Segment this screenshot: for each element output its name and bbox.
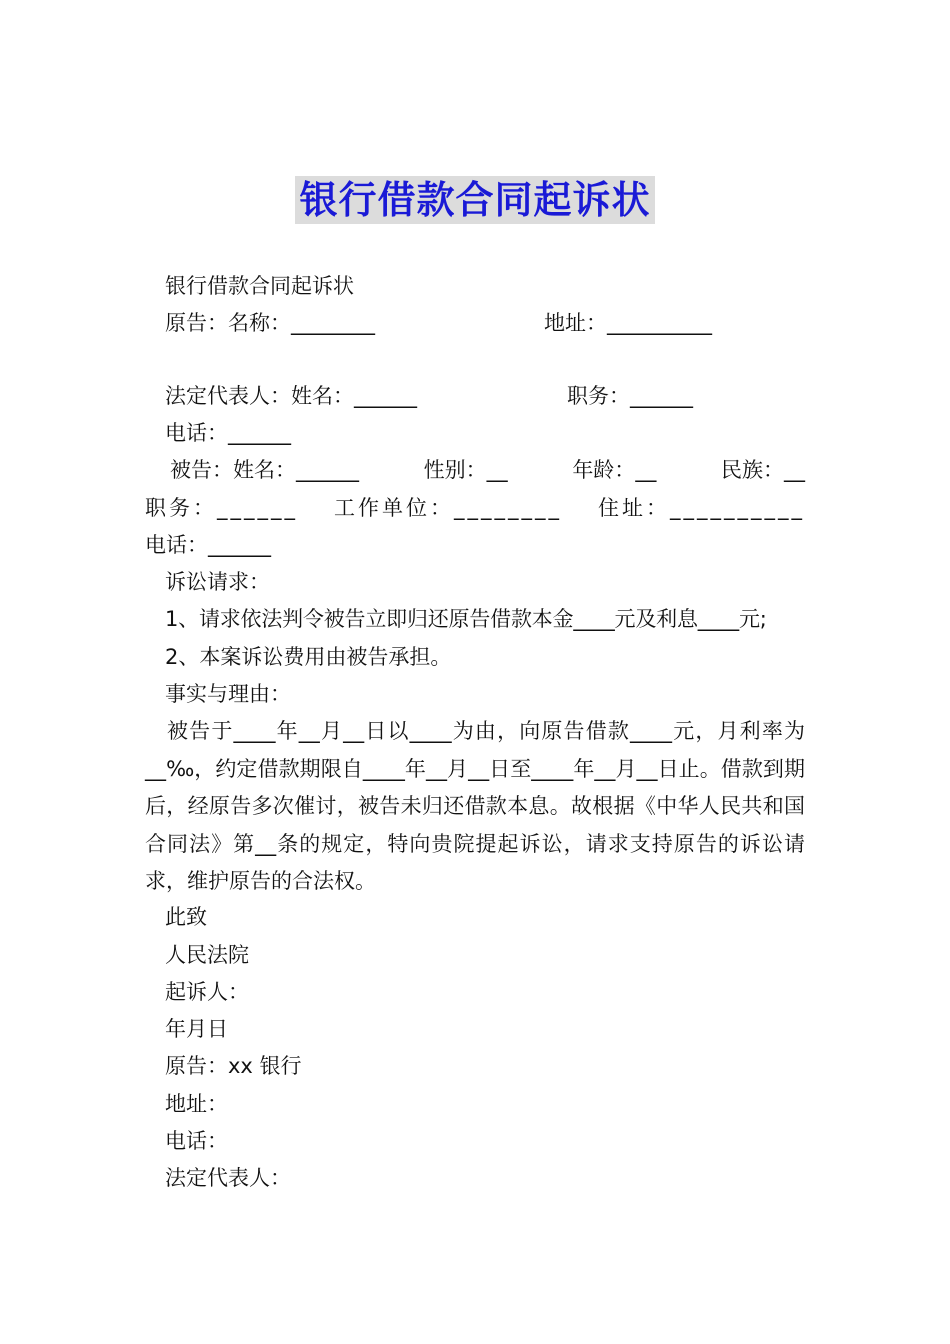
claim-item-1: 1、请求依法判令被告立即归还原告借款本金____元及利息____元; (165, 607, 767, 631)
defendant-position-blank: ______ (217, 496, 298, 520)
phone-label-1: 电话： (165, 421, 228, 445)
defendant-residence-label: 住址： (598, 496, 670, 520)
facts-heading: 事实与理由： (165, 682, 291, 706)
defendant-work-blank: ________ (454, 496, 562, 520)
plaintiff-address-line (544, 308, 712, 338)
defendant-name-group (170, 455, 359, 485)
closing-plaintiff-bank: 原告：xx 银行 (165, 1054, 302, 1078)
legal-rep-line (165, 381, 417, 411)
defendant-name-label: 被告：姓名： (170, 458, 296, 482)
defendant-job-line (145, 493, 805, 523)
defendant-position-group (145, 493, 298, 523)
closing-legal-rep: 法定代表人： (165, 1166, 291, 1190)
defendant-name-blank: ______ (296, 458, 359, 482)
closing-date: 年月日 (165, 1017, 228, 1041)
legal-rep-position-label: 职务： (567, 384, 630, 408)
phone-line-1 (165, 418, 291, 448)
facts-body: 被告于____年__月__日以____为由，向原告借款____元，月利率为__‰，约定借款期限自____年__月__日至____年__月__日止。借款到期后，经原告多次催讨，被告未归还借款本息。故根据《中华人民共和国合同法》第__条的规定，特向贵院提起诉讼，请求支持原告的诉讼请求，维护原告的合法权。 (145, 719, 805, 893)
defendant-ethnicity-blank: __ (783, 458, 805, 482)
closing-plaintiff-sign: 起诉人： (165, 980, 249, 1004)
plaintiff-name-blank: ________ (291, 311, 375, 335)
legal-rep-position-line (567, 381, 693, 411)
plaintiff-name-label: 原告：名称： (165, 311, 291, 335)
closing-court: 人民法院 (165, 943, 249, 967)
defendant-work-label: 工作单位： (334, 496, 454, 520)
closing-address: 地址： (165, 1092, 228, 1116)
title-container (0, 176, 950, 224)
phone-label-2: 电话： (145, 533, 208, 557)
plaintiff-name-line (165, 308, 375, 338)
defendant-residence-blank: __________ (670, 496, 805, 520)
closing-phone: 电话： (165, 1129, 228, 1153)
defendant-residence-group (598, 493, 805, 523)
defendant-age-label: 年龄： (572, 458, 636, 482)
defendant-gender-group (424, 455, 508, 485)
defendant-age-group (572, 455, 656, 485)
legal-rep-position-blank: ______ (630, 384, 693, 408)
legal-rep-blank: ______ (354, 384, 417, 408)
defendant-gender-blank: __ (486, 458, 508, 482)
defendant-gender-label: 性别： (423, 458, 487, 482)
defendant-ethnicity-label: 民族： (720, 458, 784, 482)
phone-blank-1: ______ (228, 421, 291, 445)
document-subtitle: 银行借款合同起诉状 (165, 274, 354, 298)
legal-rep-label: 法定代表人：姓名： (165, 384, 354, 408)
claim-item-2: 2、本案诉讼费用由被告承担。 (165, 645, 452, 669)
defendant-line (170, 455, 805, 485)
phone-blank-2: ______ (208, 533, 271, 557)
plaintiff-address-label: 地址： (544, 311, 607, 335)
defendant-work-group (334, 493, 562, 523)
defendant-ethnicity-group (721, 455, 805, 485)
phone-line-2 (145, 530, 271, 560)
closing-to: 此致 (165, 905, 207, 929)
defendant-age-blank: __ (635, 458, 657, 482)
claims-heading: 诉讼请求： (165, 570, 270, 594)
document-title: 银行借款合同起诉状 (295, 176, 654, 224)
defendant-position-label: 职务： (145, 496, 217, 520)
plaintiff-address-blank: __________ (607, 311, 712, 335)
